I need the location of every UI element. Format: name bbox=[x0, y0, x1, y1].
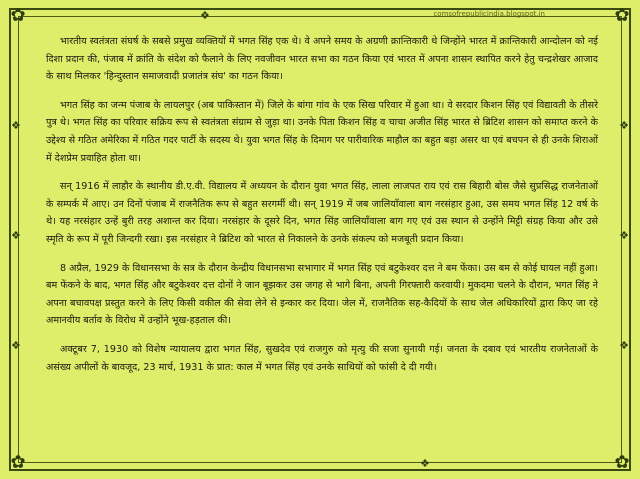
paragraph-assembly-bomb: 8 अप्रैल, 1929 के विधानसभा के सत्र के दौरान केन्द्रीय विधानसभा सभागार में भगत सिंह एवं बटुकेश्वर दत्त ने बम फेंका। उस बम से कोई घायल नहीं हुआ। बम फेंकने के बाद, भगत सिंह और बटुकेश्वर दत्त दोनों ने जान बूझकर उस जगह से भागे बिना, अपनी गिरफ्तारी करवायी। मुकदमा चलने के दौरान, भगत सिंह ने अपना बचावपक्ष प्रस्तुत करने के लिए किसी वकील की सेवा लेने से इन्कार कर दिया। जेल में, राजनैतिक सह-कैदियों के साथ जेल अधिकारियों द्वारा किए जा रहे अमानवीय बर्ताव के विरोध में उन्होंने भूख-हड़ताल की। bbox=[46, 262, 598, 327]
flower-ornament-icon: ✿ bbox=[614, 5, 630, 26]
top-ornament-icon: ❖ bbox=[200, 9, 210, 22]
side-ornament-icon: ❖ bbox=[11, 119, 21, 132]
side-ornament-icon: ❖ bbox=[619, 339, 629, 352]
paragraph-intro: भारतीय स्वतंत्रता संघर्ष के सबसे प्रमुख व्यक्तियों में भगत सिंह एक थे। वे अपने समय के अग्रणी क्रान्तिकारी थे जिन्होंने भारत में क्रान्तिकारी आन्दोलन को नई दिशा प्रदान की, पंजाब में क्रांति के संदेश को फैलाने के लिए नवजीवन भारत सभा का गठन किया एवं भारत में अपना शासन स्थापित करने हेतु चन्द्रशेखर आजाद के साथ मिलकर 'हिन्दुस्तान समाजवादी प्रजातंत्र संघ' का गठन किया। bbox=[46, 36, 598, 83]
article-body bbox=[46, 33, 598, 387]
flower-ornament-icon: ✿ bbox=[10, 452, 26, 473]
flower-ornament-icon: ✿ bbox=[10, 5, 26, 26]
side-ornament-icon: ❖ bbox=[619, 229, 629, 242]
side-ornament-icon: ❖ bbox=[11, 229, 21, 242]
bottom-ornament-icon: ❖ bbox=[420, 457, 430, 470]
side-ornament-icon: ❖ bbox=[619, 119, 629, 132]
flower-ornament-icon: ✿ bbox=[614, 452, 630, 473]
watermark: comsofrepublicindia.blogspot.in bbox=[433, 10, 545, 18]
side-ornament-icon: ❖ bbox=[11, 339, 21, 352]
paragraph-jallianwala: सन् 1916 में लाहौर के स्थानीय डी.ए.वी. विद्यालय में अध्ययन के दौरान युवा भगत सिंह, लाला लाजपत राय एवं रास बिहारी बोस जैसे सुप्रसिद्ध राजनेताओं के सम्पर्क में आए। उन दिनों पंजाब में राजनैतिक रूप से बहुत सरगर्मी थी। सन् 1919 में जब जालियाँवाला बाग नरसंहार हुआ, उस समय भगत सिंह 12 वर्ष के थे। यह नरसंहार उन्हें बुरी तरह अशान्त कर दिया। नरसंहार के दूसरे दिन, भगत सिंह जालियाँवाला बाग गए एवं उस स्थान से उन्होंने मिट्टी संग्रह किया और उसे स्मृति के रूप में पूरी जिन्दगी रखा। इस नरसंहार ने ब्रिटिश को भारत से निकालने के उनके संकल्प को मजबूती प्रदान किया। bbox=[46, 181, 598, 245]
paragraph-sentence: अक्टूबर 7, 1930 को विशेष न्यायालय द्वारा भगत सिंह, सुखदेव एवं राजगुरु को मृत्यु की सजा सुनायी गई। जनता के दबाव एवं भारतीय राजनेताओं के असंख्य अपीलों के बावजूद, 23 मार्च, 1931 के प्रात: काल में भगत सिंह एवं उनके साथियों को फांसी दे दी गयी। bbox=[46, 343, 598, 373]
paragraph-birth-family: भगत सिंह का जन्म पंजाब के लायलपुर (अब पाकिस्तान में) जिले के बांगा गांव के एक सिख परिवार में हुआ था। वे सरदार किशन सिंह एवं विद्यावती के तीसरे पुत्र थे। भगत सिंह का परिवार सक्रिय रूप से स्वतंत्रता संग्राम से जुड़ा था। उनके पिता किशन सिंह व चाचा अजीत सिंह भारत से ब्रिटिश शासन को समाप्त करने के उद्देश्य से गठित अमेरिका में गठित गदर पार्टी के सदस्य थे। युवा भगत सिंह के दिमाग पर पारीवारिक माहौल का बहुत बड़ा असर था एवं बचपन से ही उनके शिराओं में देशप्रेम प्रवाहित होता था। bbox=[46, 99, 598, 164]
